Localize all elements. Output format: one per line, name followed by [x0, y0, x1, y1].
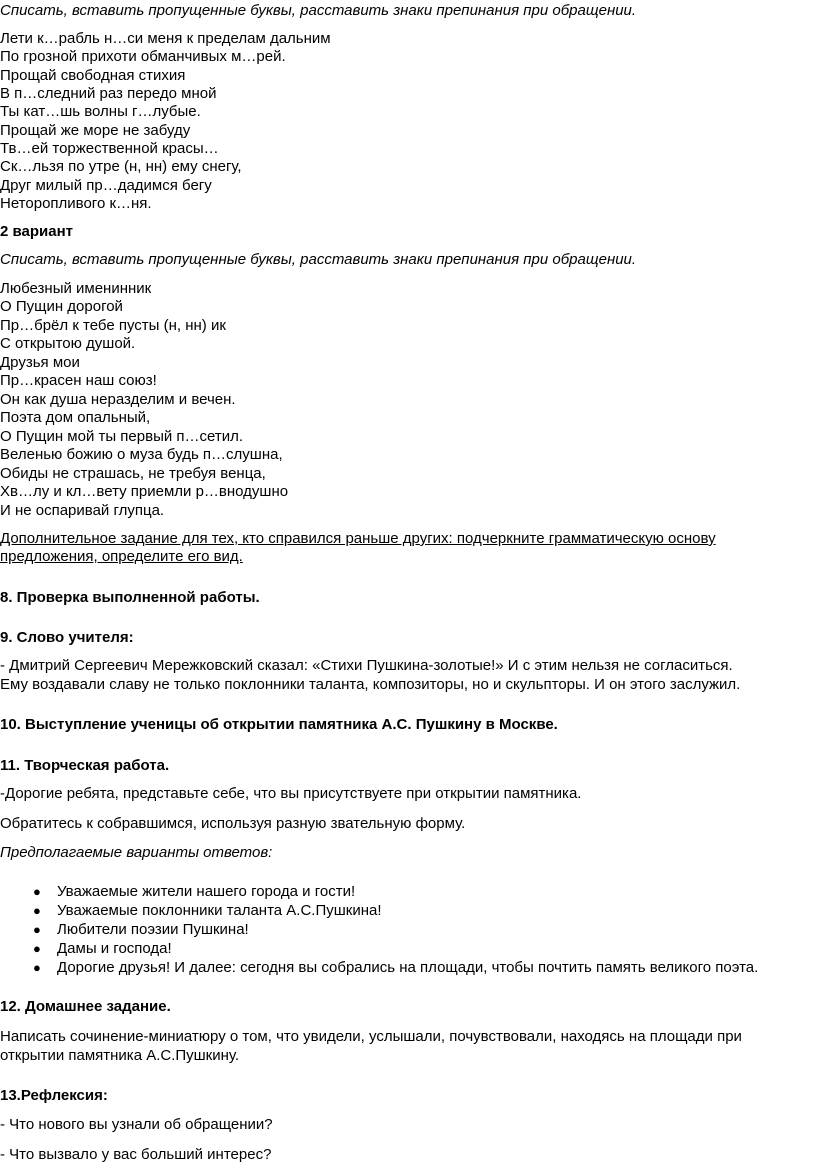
- answer-list-item: Уважаемые поклонники таланта А.С.Пушкина!: [57, 902, 382, 919]
- section11-paragraph: Обратитесь к собравшимся, используя разную звательную форму.: [0, 815, 466, 832]
- section12-text-line: открытии памятника А.С.Пушкину.: [0, 1047, 240, 1064]
- poem1-line: Лети к…рабль н…си меня к пределам дальним: [0, 30, 331, 47]
- section13-heading: 13.Рефлексия:: [0, 1087, 108, 1104]
- poem2-line: О Пущин мой ты первый п…сетил.: [0, 428, 244, 445]
- answers-label: Предполагаемые варианты ответов:: [0, 844, 273, 861]
- extra-task-line: предложения, определите его вид.: [0, 548, 243, 565]
- reflection-question: - Что нового вы узнали об обращении?: [0, 1116, 273, 1133]
- variant2-heading: 2 вариант: [0, 223, 74, 240]
- poem2-line: Поэта дом опальный,: [0, 409, 151, 426]
- poem2-line: Любезный именинник: [0, 280, 152, 297]
- bullet-icon: ●: [33, 884, 41, 899]
- section10-heading: 10. Выступление ученицы об открытии памятника А.С. Пушкину в Москве.: [0, 716, 558, 733]
- poem1-line: Ты кат…шь волны г…лубые.: [0, 103, 201, 120]
- answer-list-item: Дамы и господа!: [57, 940, 172, 957]
- answer-list-item: Уважаемые жители нашего города и гости!: [57, 883, 356, 900]
- section8-heading: 8. Проверка выполненной работы.: [0, 589, 260, 606]
- poem2-line: Он как душа неразделим и вечен.: [0, 391, 236, 408]
- poem2-line: Друзья мои: [0, 354, 80, 371]
- poem1-line: Ск…льзя по утре (н, нн) ему снегу,: [0, 158, 242, 175]
- section12-text-line: Написать сочинение-миниатюру о том, что увидели, услышали, почувствовали, находясь на площади при: [0, 1028, 742, 1045]
- poem2-line: Пр…красен наш союз!: [0, 372, 157, 389]
- extra-task-line: Дополнительное задание для тех, кто справился раньше других: подчеркните грамматическую основу: [0, 530, 716, 547]
- section12-heading: 12. Домашнее задание.: [0, 998, 171, 1015]
- poem1-line: Прощай свободная стихия: [0, 67, 186, 84]
- variant2-instruction: Списать, вставить пропущенные буквы, расставить знаки препинания при обращении.: [0, 251, 637, 268]
- section9-heading: 9. Слово учителя:: [0, 629, 134, 646]
- poem1-line: Тв…ей торжественной красы…: [0, 140, 219, 157]
- section9-text-line: Ему воздавали славу не только поклонники таланта, композиторы, но и скульпторы. И он этого заслужил.: [0, 676, 741, 693]
- poem2-line: И не оспаривай глупца.: [0, 502, 165, 519]
- poem1-line: По грозной прихоти обманчивых м…рей.: [0, 48, 286, 65]
- bullet-icon: ●: [33, 922, 41, 937]
- section11-heading: 11. Творческая работа.: [0, 757, 170, 774]
- poem2-line: Веленью божию о муза будь п…слушна,: [0, 446, 283, 463]
- poem2-line: О Пущин дорогой: [0, 298, 123, 315]
- poem1-line: Друг милый пр…дадимся бегу: [0, 177, 212, 194]
- section11-paragraph: -Дорогие ребята, представьте себе, что вы присутствуете при открытии памятника.: [0, 785, 582, 802]
- reflection-question: - Что вызвало у вас больший интерес?: [0, 1146, 272, 1163]
- task1-instruction: Списать, вставить пропущенные буквы, расставить знаки препинания при обращении.: [0, 2, 637, 19]
- poem1-line: Неторопливого к…ня.: [0, 195, 152, 212]
- poem2-line: Хв…лу и кл…вету приемли р…внодушно: [0, 483, 289, 500]
- bullet-icon: ●: [33, 941, 41, 956]
- poem2-line: С открытою душой.: [0, 335, 136, 352]
- poem2-line: Обиды не страшась, не требуя венца,: [0, 465, 266, 482]
- bullet-icon: ●: [33, 960, 41, 975]
- section9-text-line: - Дмитрий Сергеевич Мережковский сказал: «Стихи Пушкина-золотые!» И с этим нельзя не согласиться.: [0, 657, 733, 674]
- poem1-line: В п…следний раз передо мной: [0, 85, 217, 102]
- bullet-icon: ●: [33, 903, 41, 918]
- answer-list-item: Дорогие друзья! И далее: сегодня вы собрались на площади, чтобы почтить память великого поэта.: [57, 959, 759, 976]
- poem1-line: Прощай же море не забуду: [0, 122, 191, 139]
- answer-list-item: Любители поэзии Пушкина!: [57, 921, 249, 938]
- poem2-line: Пр…брёл к тебе пусты (н, нн) ик: [0, 317, 226, 334]
